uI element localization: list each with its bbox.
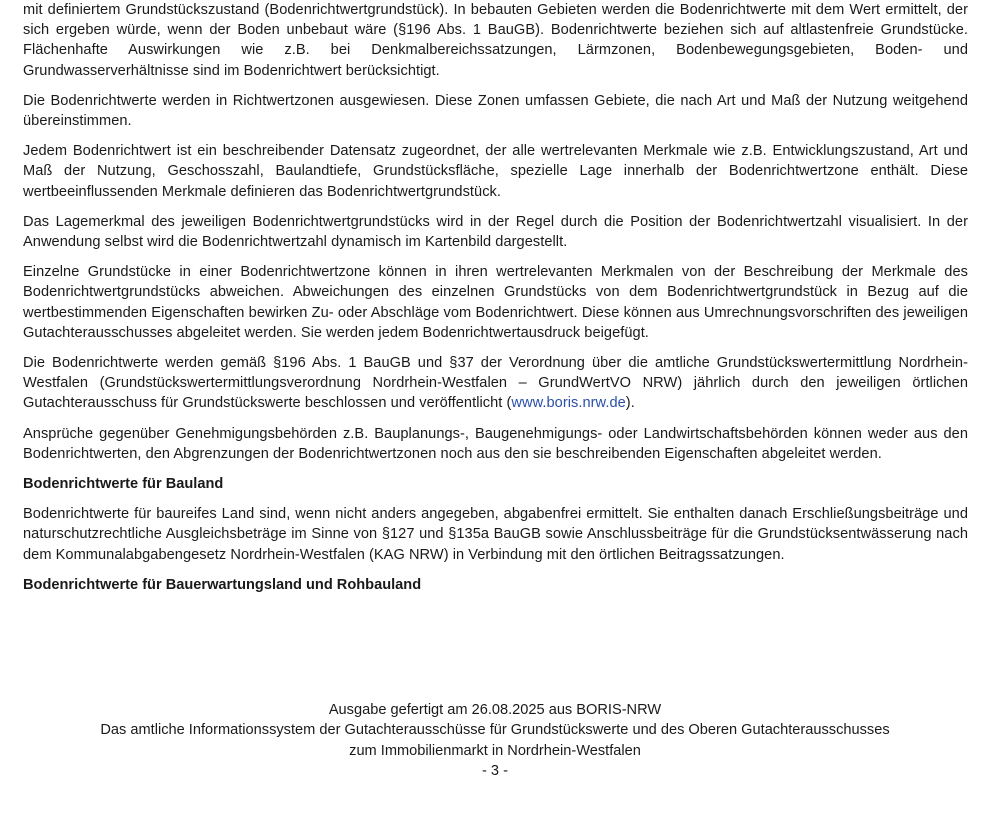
page-footer	[0, 700, 990, 781]
footer-system-line: Das amtliche Informationssystem der Gutachterausschüsse für Grundstückswerte und des Oberen Gutachterausschusses	[100, 722, 890, 739]
rechtsgrundlage-text-end: ).	[625, 395, 635, 412]
page-number: - 3 -	[482, 762, 508, 779]
paragraph-bauland: Bodenrichtwerte für baureifes Land sind, wenn nicht anders angegeben, abgabenfrei ermittelt. Sie enthalten danach Erschließungsbeiträge und naturschutzrechtliche Ausgleichsbeträge im Sinne von §127 und §135a BauGB sowie Anschlussbeiträge für die Grundstücksentwässerung nach dem Kommunalabgabengesetz Nordrhein-Westfalen (KAG NRW) in Verbindung mit den örtlichen Beitragssatzungen.	[23, 506, 968, 563]
rechtsgrundlage-text: Die Bodenrichtwerte werden gemäß §196 Abs. 1 BauGB und §37 der Verordnung über die amtliche Grundstückswertermittlung Nordrhein-Westfalen (Grundstückswertermittlungsverordnung Nordrhein-Westfalen – GrundWertVO NRW) jährlich durch den jeweiligen örtlichen Gutachterausschuss für Grundstückswerte beschlossen und veröffentlicht (	[23, 355, 968, 412]
heading-bauerwartungsland: Bodenrichtwerte für Bauerwartungsland und Rohbauland	[23, 576, 422, 593]
paragraph-lagemerkmal: Das Lagemerkmal des jeweiligen Bodenrichtwertgrundstücks wird in der Regel durch die Position der Bodenrichtwertzahl visualisiert. In der Anwendung selbst wird die Bodenrichtwertzahl dynamisch im Kartenbild dargestellt.	[23, 213, 968, 251]
paragraph-datensatz: Jedem Bodenrichtwert ist ein beschreibender Datensatz zugeordnet, der alle wertrelevanten Merkmale wie z.B. Entwicklungszustand, Art und Maß der Nutzung, Geschosszahl, Baulandtiefe, Grundstücksfläche, spezielle Lage innerhalb der Bodenrichtwertzone enthält. Diese wertbeeinflussenden Merkmale definieren das Bodenrichtwertgrundstück.	[23, 143, 968, 200]
boris-link[interactable]: www.boris.nrw.de	[511, 395, 626, 412]
document-body	[23, 0, 968, 605]
paragraph-abweichungen: Einzelne Grundstücke in einer Bodenrichtwertzone können in ihren wertrelevanten Merkmalen von der Beschreibung der Merkmale des Bodenrichtwertgrundstücks abweichen. Abweichungen des einzelnen Grundstücks von dem Bodenrichtwertgrundstück in Bezug auf die wertbestimmenden Eigenschaften bewirken Zu- oder Abschläge vom Bodenrichtwert. Diese können aus Umrechnungsvorschriften des jeweiligen Gutachterausschusses abgeleitet werden. Sie werden jedem Bodenrichtwertausdruck beigefügt.	[23, 264, 968, 341]
footer-issue-line: Ausgabe gefertigt am 26.08.2025 aus BORIS-NRW	[328, 702, 662, 718]
paragraph-brw-definition: mit definiertem Grundstückszustand (Bodenrichtwertgrundstück). In bebauten Gebieten werden die Bodenrichtwerte mit dem Wert ermittelt, der sich ergeben würde, wenn der Boden unbebaut wäre (§196 Abs. 1 BauGB). Bodenrichtwerte beziehen sich auf altlastenfreie Grundstücke. Flächenhafte Auswirkungen wie z.B. bei Denkmalbereichssatzungen, Lärmzonen, Bodenbewegungsgebieten, Boden- und Grundwasserverhältnisse sind im Bodenrichtwert berücksichtigt.	[23, 2, 968, 79]
paragraph-richtwertzonen: Die Bodenrichtwerte werden in Richtwertzonen ausgewiesen. Diese Zonen umfassen Gebiete, die nach Art und Maß der Nutzung weitgehend übereinstimmen.	[23, 92, 968, 130]
paragraph-ansprueche: Ansprüche gegenüber Genehmigungsbehörden z.B. Bauplanungs-, Baugenehmigungs- oder Landwirtschaftsbehörden können weder aus den Bodenrichtwerten, den Abgrenzungen der Bodenrichtwertzonen noch aus den sie beschreibenden Eigenschaften abgeleitet werden.	[23, 425, 968, 462]
footer-region-line: zum Immobilienmarkt in Nordrhein-Westfalen	[349, 742, 641, 759]
heading-bauland: Bodenrichtwerte für Bauland	[23, 476, 224, 493]
paragraph-rechtsgrundlage	[23, 353, 968, 414]
